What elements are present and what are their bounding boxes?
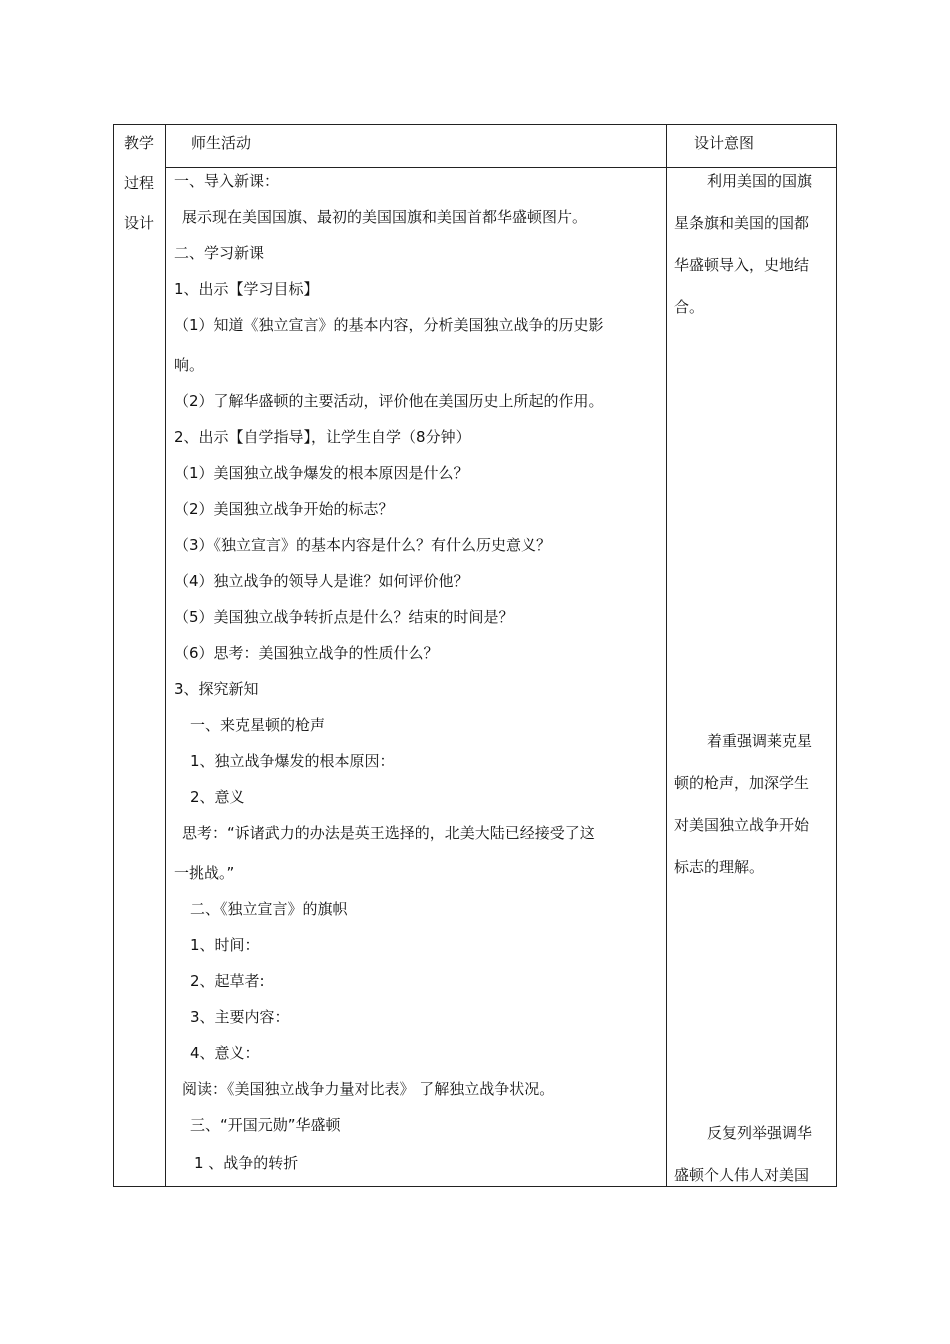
- intent-text-line: 合。: [674, 298, 705, 316]
- activity-text-line: 1、时间：: [190, 936, 260, 954]
- activity-text-line: 二、《独立宣言》的旗帜: [190, 900, 348, 918]
- activity-text-line: 思考：“诉诸武力的办法是英王选择的，北美大陆已经接受了这: [182, 824, 595, 842]
- activity-text-line: 三、“开国元勋”华盛顿: [190, 1116, 341, 1134]
- activity-text-line: （4）独立战争的领导人是谁？如何评价他？: [174, 572, 469, 590]
- activity-text-line: 2、意义: [190, 788, 245, 806]
- activity-text-line: 2、起草者:: [190, 972, 265, 990]
- header-col1-line-2: 过程: [124, 174, 155, 192]
- activity-text-line: 展示现在美国国旗、最初的美国国旗和美国首都华盛顿图片。: [182, 208, 588, 226]
- activity-text-line: 2、出示【自学指导】，让学生自学（8分钟）: [174, 428, 471, 446]
- intent-text-line: 着重强调莱克星: [707, 732, 813, 750]
- activity-text-line: 一挑战。”: [174, 864, 235, 882]
- intent-text-line: 利用美国的国旗: [707, 172, 813, 190]
- column-divider-2: [666, 125, 667, 1186]
- header-row-divider: [166, 167, 836, 168]
- activity-text-line: 阅读：《美国独立战争力量对比表》 了解独立战争状况。: [182, 1080, 555, 1098]
- activity-text-line: （1）美国独立战争爆发的根本原因是什么？: [174, 464, 469, 482]
- activity-text-line: 响。: [174, 356, 205, 374]
- activity-text-line: （6）思考：美国独立战争的性质什么？: [174, 644, 439, 662]
- activity-text-line: 4、意义：: [190, 1044, 260, 1062]
- activity-text-line: （5）美国独立战争转折点是什么？结束的时间是？: [174, 608, 514, 626]
- intent-text-line: 盛顿个人伟人对美国: [674, 1166, 810, 1184]
- activity-text-line: 1、出示【学习目标】: [174, 280, 319, 298]
- column-divider-1: [165, 125, 166, 1186]
- header-teacher-student-activity: 师生活动: [191, 134, 252, 152]
- intent-text-line: 华盛顿导入，史地结: [674, 256, 810, 274]
- activity-text-line: 3、探究新知: [174, 680, 259, 698]
- intent-text-line: 标志的理解。: [674, 858, 765, 876]
- activity-text-line: 3、主要内容：: [190, 1008, 290, 1026]
- intent-text-line: 对美国独立战争开始: [674, 816, 810, 834]
- activity-text-line: 一、来克星顿的枪声: [190, 716, 326, 734]
- header-col1-line-3: 设计: [124, 214, 155, 232]
- header-design-intent: 设计意图: [694, 134, 755, 152]
- activity-text-line: 1 、战争的转折: [194, 1154, 299, 1172]
- intent-text-line: 反复列举强调华: [707, 1124, 813, 1142]
- activity-text-line: （1）知道《独立宣言》的基本内容，分析美国独立战争的历史影: [174, 316, 604, 334]
- intent-text-line: 星条旗和美国的国都: [674, 214, 810, 232]
- activity-text-line: 二、学习新课: [174, 244, 265, 262]
- activity-text-line: 1、独立战争爆发的根本原因：: [190, 752, 395, 770]
- intent-text-line: 顿的枪声，加深学生: [674, 774, 810, 792]
- activity-text-line: 一、导入新课：: [174, 172, 280, 190]
- header-col1-line-1: 教学: [124, 134, 155, 152]
- activity-text-line: （2）美国独立战争开始的标志？: [174, 500, 394, 518]
- activity-text-line: （3）《独立宣言》的基本内容是什么？有什么历史意义？: [174, 536, 552, 554]
- activity-text-line: （2）了解华盛顿的主要活动，评价他在美国历史上所起的作用。: [174, 392, 604, 410]
